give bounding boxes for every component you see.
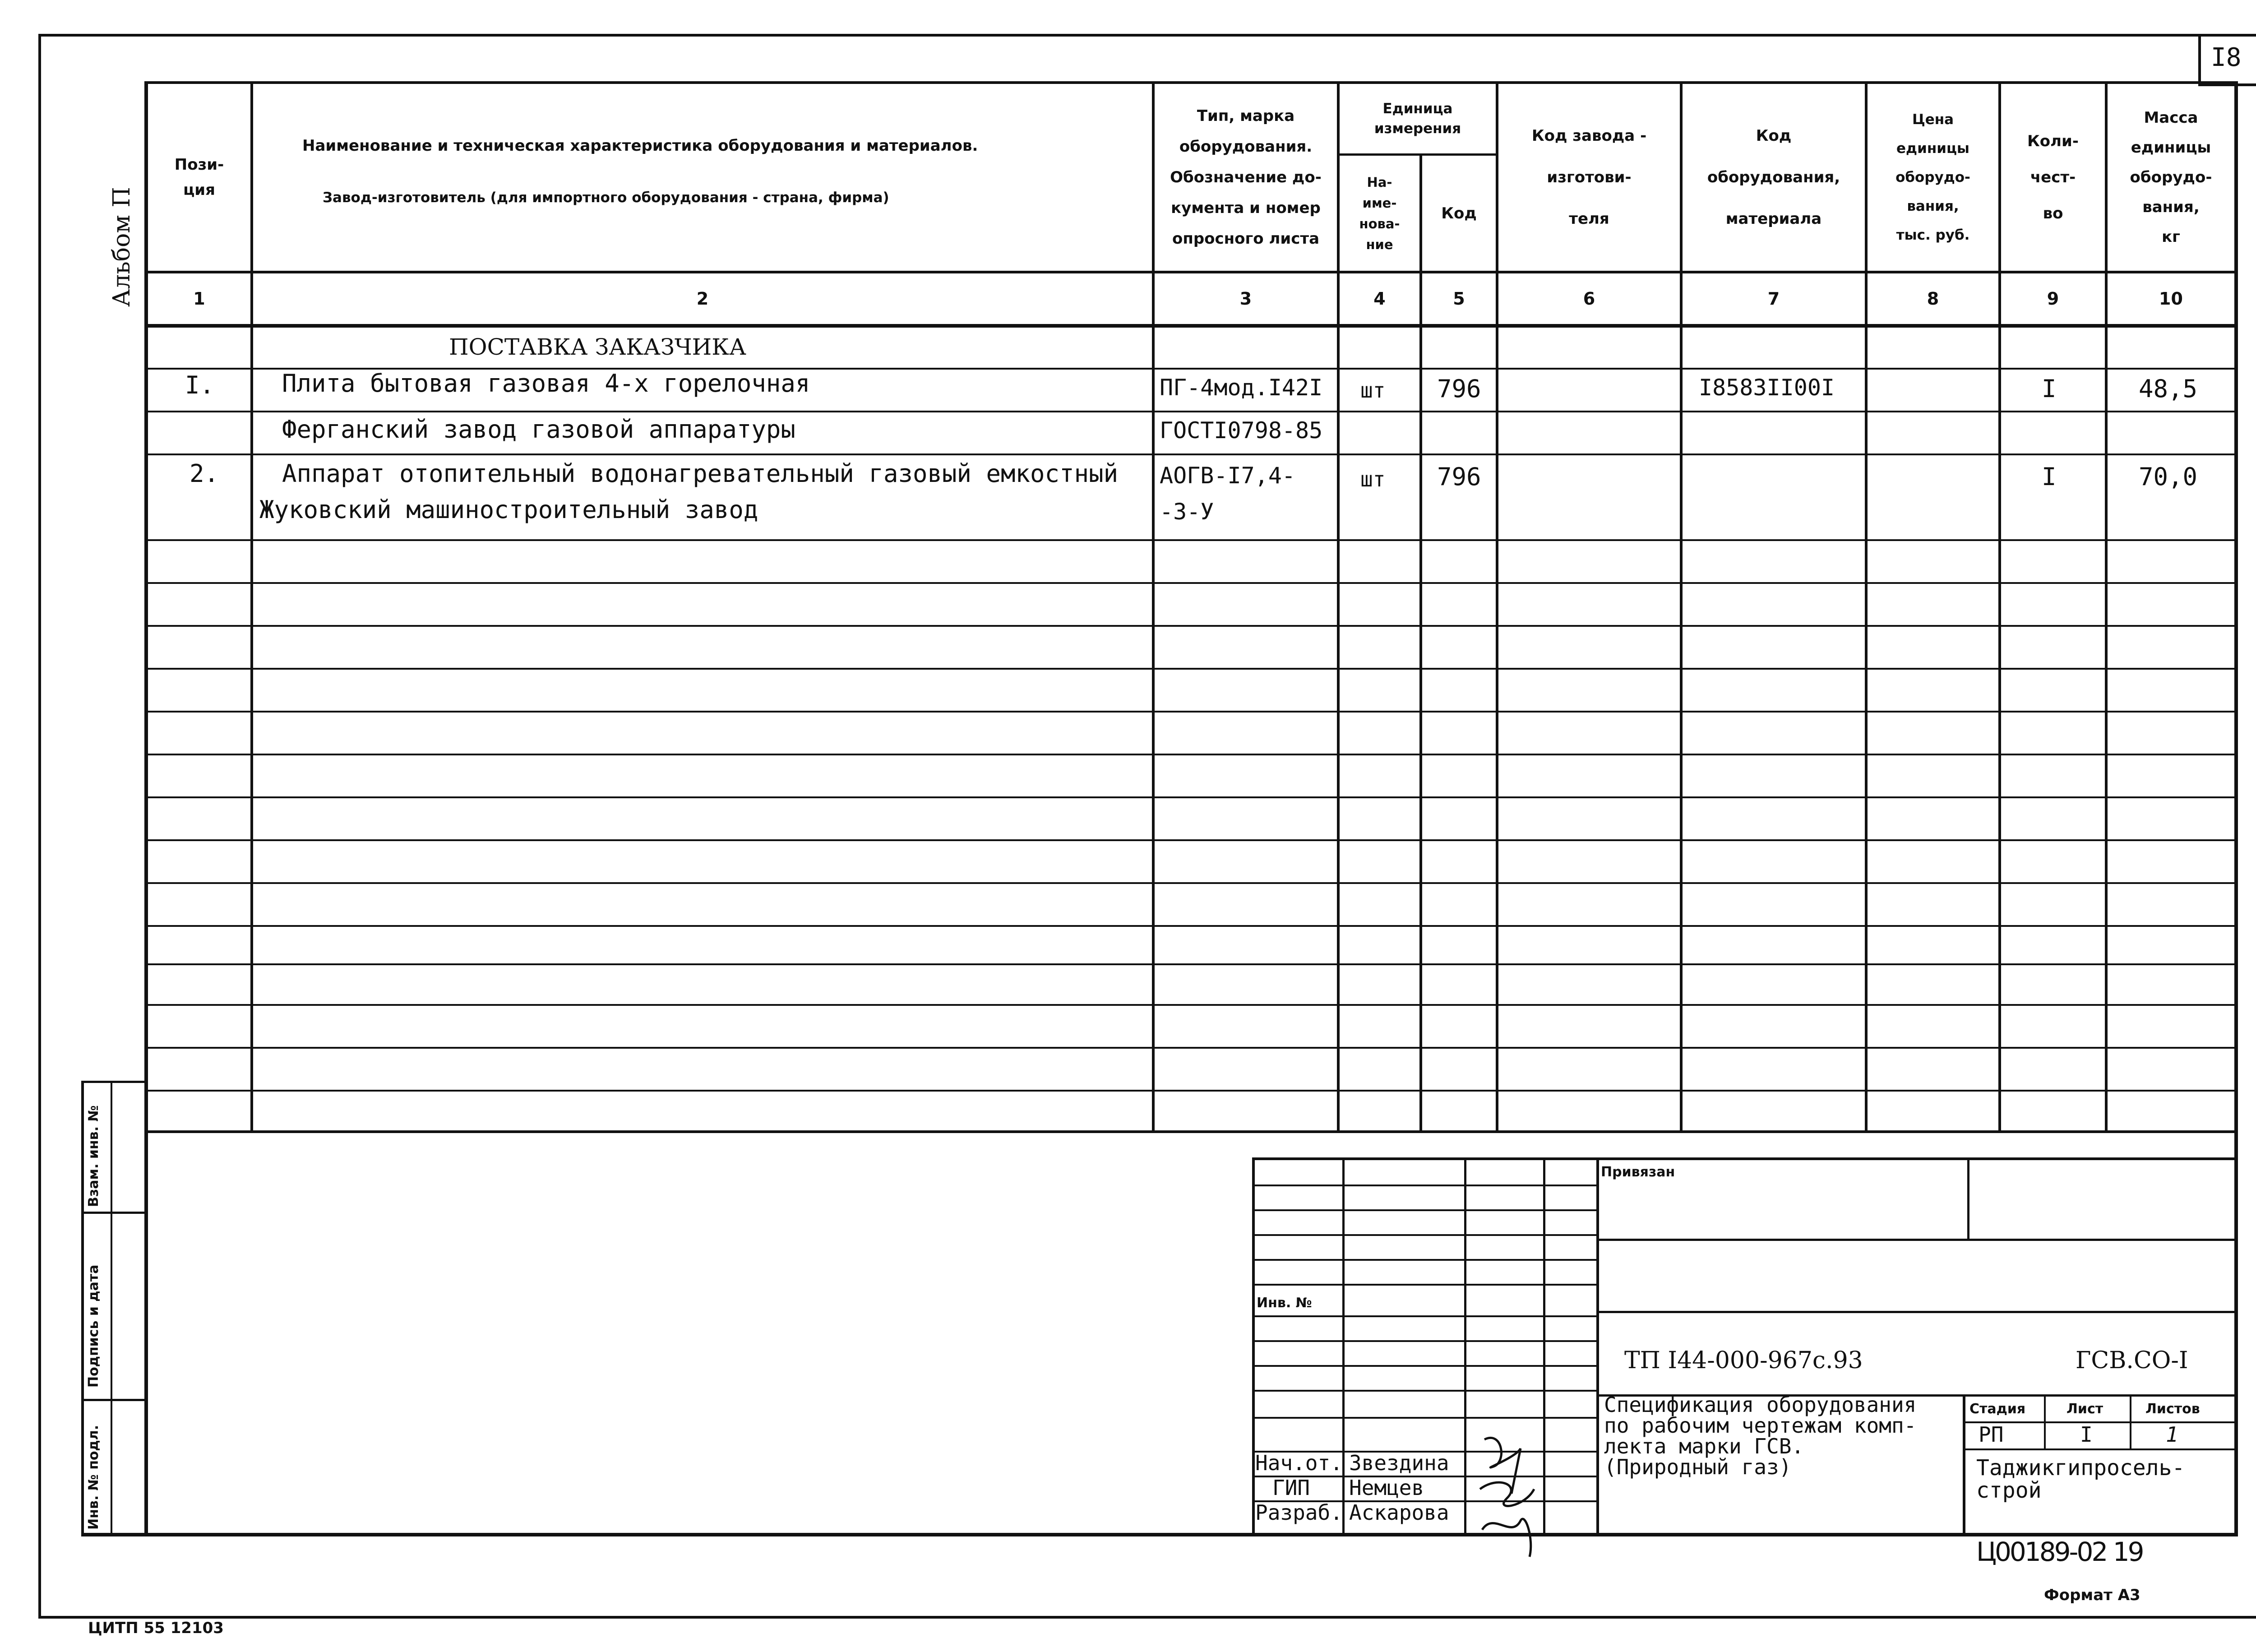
header-equipment-code: Код оборудования, материала: [1707, 127, 1840, 228]
col-num-8: 8: [1927, 289, 1939, 309]
sig-role-2: ГИП: [1272, 1476, 1310, 1500]
sig-name-2: Немцев: [1349, 1476, 1424, 1500]
row3-position: 2.: [190, 459, 219, 488]
row3-mass: 70,0: [2139, 463, 2198, 491]
col-num-1: 1: [193, 289, 205, 309]
header-type: Тип, марка оборудования. Обозначение до- кумента и номер опросного листа: [1170, 107, 1322, 248]
sheet-number: I8: [2211, 43, 2242, 72]
row1-code: 796: [1437, 375, 1481, 403]
privyazan-label: Привязан: [1601, 1164, 1675, 1180]
row3-type: АОГВ-I7,4-: [1160, 463, 1296, 489]
header-name-line2: Завод-изготовитель (для импортного оборудования - страна, фирма): [323, 190, 889, 206]
row2-type: ГОСТI0798-85: [1160, 417, 1323, 444]
title-line-3: лекта марки ГСВ.: [1604, 1434, 1804, 1458]
header-mass: Масса единицы оборудо- вания, кг: [2130, 109, 2212, 246]
stamp-signature-date: Подпись и дата: [86, 1264, 102, 1388]
bottom-left-code: ЦИТП 55 12103: [88, 1619, 224, 1637]
row3-name: Аппарат отопительный водонагревательный газовый емкостный: [282, 459, 1119, 488]
header-quantity: Коли- чест- во: [2027, 132, 2079, 222]
stamp-replace-inv: Взам. инв. №: [86, 1105, 102, 1207]
col-num-10: 10: [2159, 289, 2183, 309]
header-name-line1: Наименование и техническая характеристика оборудования и материалов.: [302, 137, 978, 155]
header-unit-code: Код: [1441, 204, 1477, 222]
sheet-value: I: [2080, 1422, 2093, 1447]
row3-quantity: I: [2042, 463, 2057, 491]
inv-no-label: Инв. №: [1257, 1295, 1312, 1311]
header-unit-name: На- име- нова- ние: [1359, 174, 1400, 252]
stage-label: Стадия: [1969, 1401, 2026, 1417]
format-label: Формат А3: [2044, 1586, 2140, 1604]
sig-role-1: Нач.от.: [1255, 1451, 1343, 1475]
sheets-label: Листов: [2145, 1401, 2200, 1417]
organization-line-2: строй: [1976, 1478, 2042, 1503]
row1-equipment-code: I8583II00I: [1699, 375, 1835, 401]
stamp-original-inv: Инв. № подл.: [86, 1425, 102, 1530]
header-unit: Единица измерения: [1374, 101, 1461, 137]
document-code: ГСВ.СО-I: [2076, 1347, 2188, 1374]
header-position: Пози- ция: [174, 156, 224, 199]
col-num-5: 5: [1453, 289, 1465, 309]
row3-unit: шт: [1360, 467, 1386, 491]
organization-line-1: Таджикгипросель-: [1976, 1455, 2185, 1481]
col-num-7: 7: [1767, 289, 1780, 309]
header-factory-code: Код завода - изготови- теля: [1531, 127, 1647, 228]
col-num-3: 3: [1239, 289, 1252, 309]
section-title: ПОСТАВКА ЗАКАЗЧИКА: [449, 334, 746, 360]
row1-quantity: I: [2042, 375, 2057, 403]
title-line-2: по рабочим чертежам комп-: [1604, 1413, 1917, 1438]
row1-position: I.: [185, 371, 215, 399]
title-line-4: (Природный газ): [1604, 1455, 1792, 1479]
row4-name: Жуковский машиностроительный завод: [259, 495, 758, 524]
col-num-4: 4: [1373, 289, 1386, 309]
col-num-6: 6: [1583, 289, 1595, 309]
row1-type: ПГ-4мод.I42I: [1160, 375, 1323, 401]
row1-unit: шт: [1360, 378, 1386, 403]
sheet-label: Лист: [2066, 1401, 2103, 1417]
archive-code: Ц00189-02 19: [1976, 1536, 2143, 1567]
handwritten-signatures: [1466, 1421, 1548, 1566]
album-label: Альбом П: [108, 187, 135, 307]
sig-name-1: Звездина: [1349, 1451, 1449, 1475]
title-line-1: Спецификация оборудования: [1604, 1393, 1917, 1417]
col-num-9: 9: [2047, 289, 2059, 309]
col-num-2: 2: [696, 289, 709, 309]
row4-type: -3-У: [1160, 499, 1214, 525]
stage-value: РП: [1979, 1422, 2004, 1447]
header-price: Цена единицы оборудо- вания, тыс. руб.: [1895, 111, 1970, 243]
row1-mass: 48,5: [2139, 375, 2198, 403]
project-code: ТП I44-000-967с.93: [1624, 1347, 1863, 1374]
sheets-value: 1: [2166, 1422, 2178, 1447]
sig-name-3: Аскарова: [1349, 1500, 1449, 1525]
row2-name: Ферганский завод газовой аппаратуры: [282, 415, 795, 444]
sig-role-3: Разраб.: [1255, 1500, 1343, 1525]
row3-code: 796: [1437, 463, 1481, 491]
row1-name: Плита бытовая газовая 4-х горелочная: [282, 369, 810, 398]
